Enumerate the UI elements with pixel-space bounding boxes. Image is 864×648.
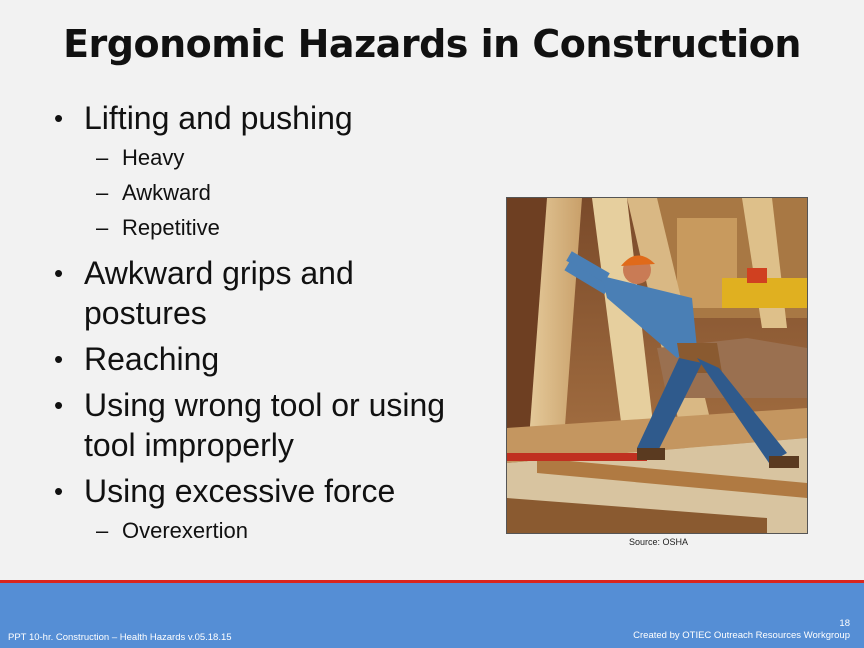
bullet-list xyxy=(52,98,472,556)
sub-bullet-list xyxy=(84,140,472,245)
footer-credit: Created by OTIEC Outreach Resources Workgroup xyxy=(633,630,850,641)
dash-icon: – xyxy=(96,180,109,205)
bullet-item xyxy=(52,339,472,379)
bullet-item xyxy=(52,98,472,245)
bullet-item xyxy=(52,471,472,548)
slide-title: Ergonomic Hazards in Construction xyxy=(63,22,801,66)
sub-bullet-item xyxy=(84,513,472,548)
bullet-icon: • xyxy=(54,344,64,374)
dash-icon: – xyxy=(96,518,109,543)
sub-bullet-item xyxy=(84,210,472,245)
slide-page-number: 18 xyxy=(839,618,850,629)
image-source-caption: Source: OSHA xyxy=(629,537,689,547)
bullet-icon: • xyxy=(54,390,64,420)
footer-course-label: PPT 10-hr. Construction – Health Hazards v.05.18.15 xyxy=(8,632,232,643)
bullet-item xyxy=(52,253,472,333)
bullet-text: Awkward grips and postures xyxy=(84,255,354,331)
bullet-text: Using excessive force xyxy=(84,473,396,509)
bullet-icon: • xyxy=(54,476,64,506)
sub-bullet-text: Repetitive xyxy=(122,215,220,240)
bullet-icon: • xyxy=(54,103,64,133)
sub-bullet-text: Overexertion xyxy=(122,518,248,543)
worker-pushing-lumber-illustration xyxy=(507,198,807,533)
sub-bullet-text: Awkward xyxy=(122,180,211,205)
bullet-item xyxy=(52,385,472,465)
bullet-text: Lifting and pushing xyxy=(84,100,353,136)
dash-icon: – xyxy=(96,215,109,240)
sub-bullet-item xyxy=(84,140,472,175)
dash-icon: – xyxy=(96,145,109,170)
bullet-text: Reaching xyxy=(84,341,220,377)
bullet-text: Using wrong tool or using tool improperly xyxy=(84,387,446,463)
bullet-icon: • xyxy=(54,258,64,288)
construction-worker-photo xyxy=(506,197,808,534)
sub-bullet-list xyxy=(84,513,472,548)
sub-bullet-item xyxy=(84,175,472,210)
sub-bullet-text: Heavy xyxy=(122,145,185,170)
